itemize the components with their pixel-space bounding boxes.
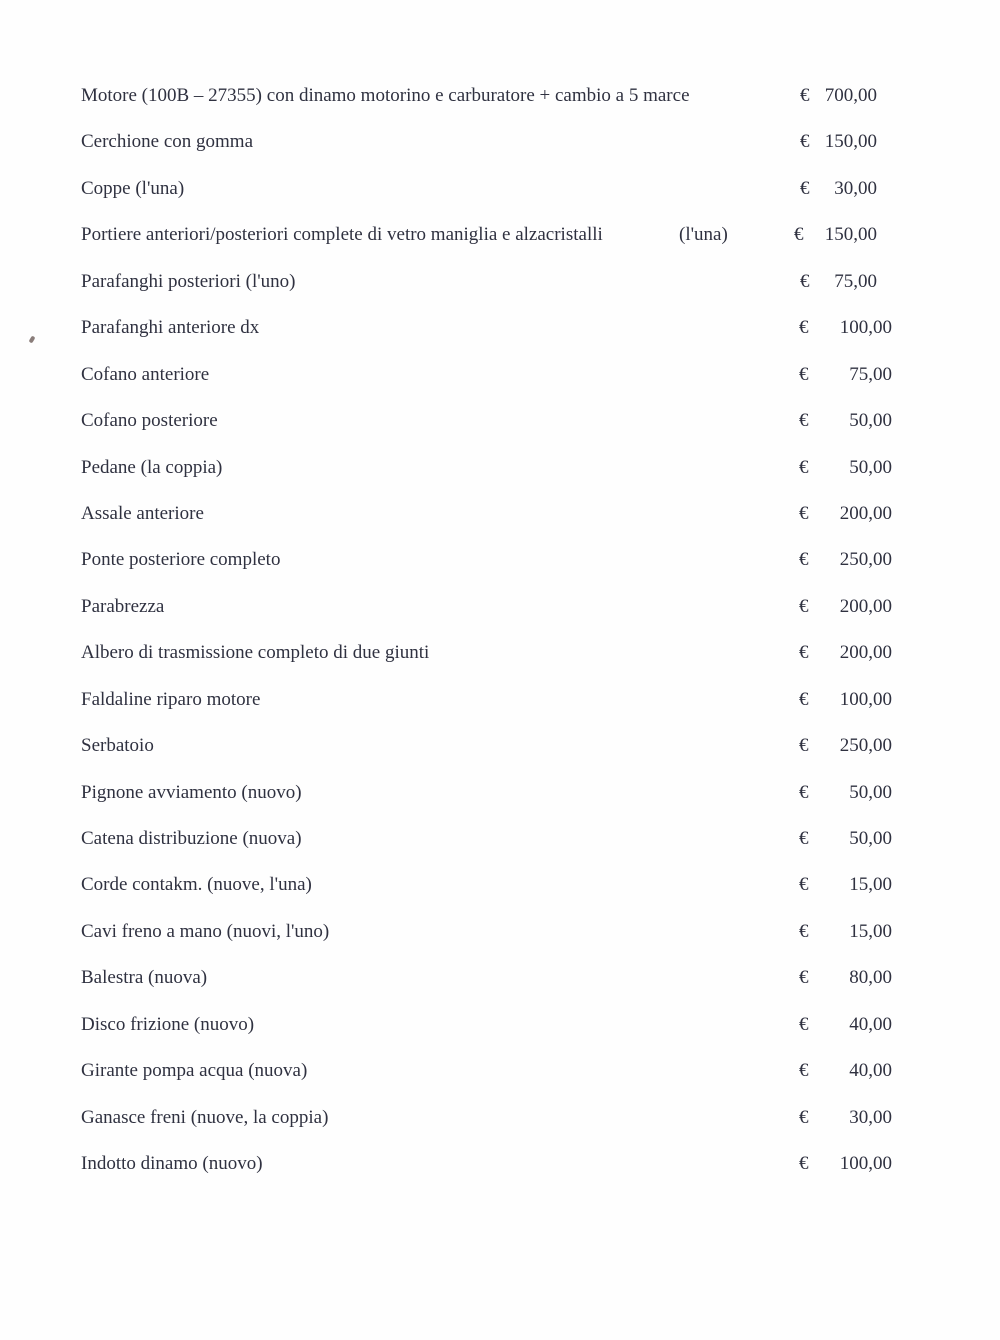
item-description: Indotto dinamo (nuovo)	[81, 1153, 263, 1175]
item-description: Faldaline riparo motore	[81, 688, 261, 710]
item-description: Coppe (l'una)	[81, 177, 185, 199]
currency-symbol: €	[794, 224, 804, 246]
item-description: Albero di trasmissione completo di due giunti	[81, 642, 430, 664]
currency-symbol: €	[799, 317, 809, 339]
item-description: Disco frizione (nuovo)	[81, 1013, 255, 1035]
currency-symbol: €	[799, 642, 809, 664]
item-description: Cofano posteriore	[81, 410, 218, 432]
item-description: Ponte posteriore completo	[81, 549, 281, 571]
item-description: Corde contakm. (nuove, l'una)	[81, 874, 312, 896]
currency-symbol: €	[800, 177, 810, 199]
item-price: 30,00	[834, 177, 877, 199]
currency-symbol: €	[799, 1106, 809, 1128]
item-description: Catena distribuzione (nuova)	[81, 828, 302, 849]
currency-symbol: €	[800, 270, 810, 292]
currency-symbol: €	[799, 410, 809, 432]
item-description: Assale anteriore	[81, 502, 204, 524]
currency-symbol: €	[800, 131, 810, 153]
item-note: (l'una)	[679, 224, 728, 246]
item-description: Parafanghi posteriori (l'uno)	[81, 270, 296, 292]
item-price: 40,00	[849, 1013, 892, 1035]
price-row	[0, 914, 1000, 960]
price-row	[0, 171, 1000, 217]
item-price: 100,00	[839, 688, 892, 710]
item-price: 200,00	[839, 502, 892, 524]
item-price: 150,00	[824, 224, 877, 246]
currency-symbol: €	[799, 688, 809, 710]
currency-symbol: €	[799, 502, 809, 524]
item-price: 200,00	[839, 642, 892, 664]
item-price: 700,00	[824, 85, 877, 106]
price-row	[0, 1100, 1000, 1146]
item-description: Balestra (nuova)	[81, 967, 208, 989]
item-price: 200,00	[839, 595, 892, 617]
currency-symbol: €	[799, 456, 809, 478]
item-price: 50,00	[849, 456, 892, 478]
item-price: 50,00	[849, 828, 892, 849]
item-description: Parafanghi anteriore dx	[81, 317, 260, 339]
item-price: 75,00	[849, 363, 892, 385]
item-price: 75,00	[834, 270, 877, 292]
item-description: Girante pompa acqua (nuova)	[81, 1060, 308, 1082]
item-price: 100,00	[839, 317, 892, 339]
price-row	[0, 1007, 1000, 1053]
item-description: Pedane (la coppia)	[81, 456, 223, 478]
price-row	[0, 310, 1000, 356]
price-row	[0, 264, 1000, 310]
item-price: 100,00	[839, 1153, 892, 1175]
price-row	[0, 542, 1000, 588]
price-row	[0, 635, 1000, 681]
currency-symbol: €	[799, 549, 809, 571]
item-price: 250,00	[839, 735, 892, 757]
currency-symbol: €	[799, 828, 809, 849]
currency-symbol: €	[799, 1013, 809, 1035]
item-price: 15,00	[849, 874, 892, 896]
price-row	[0, 78, 1000, 124]
item-price: 250,00	[839, 549, 892, 571]
item-description: Cerchione con gomma	[81, 131, 254, 153]
price-row	[0, 403, 1000, 449]
item-price: 50,00	[849, 410, 892, 432]
item-price: 40,00	[849, 1060, 892, 1082]
price-row	[0, 821, 1000, 867]
item-price: 30,00	[849, 1106, 892, 1128]
item-description: Cavi freno a mano (nuovi, l'uno)	[81, 920, 330, 942]
currency-symbol: €	[799, 1060, 809, 1082]
currency-symbol: €	[800, 85, 810, 106]
price-row	[0, 496, 1000, 542]
item-description: Ganasce freni (nuove, la coppia)	[81, 1106, 329, 1128]
price-row	[0, 124, 1000, 170]
currency-symbol: €	[799, 595, 809, 617]
currency-symbol: €	[799, 920, 809, 942]
price-row	[0, 450, 1000, 496]
price-row	[0, 867, 1000, 913]
item-price: 80,00	[849, 967, 892, 989]
currency-symbol: €	[799, 363, 809, 385]
price-row	[0, 217, 1000, 263]
price-row	[0, 960, 1000, 1006]
currency-symbol: €	[799, 781, 809, 803]
price-list	[0, 78, 1000, 1193]
price-row	[0, 775, 1000, 821]
currency-symbol: €	[799, 1153, 809, 1175]
price-row	[0, 728, 1000, 774]
price-row	[0, 1146, 1000, 1192]
currency-symbol: €	[799, 967, 809, 989]
item-description: Portiere anteriori/posteriori complete di vetro maniglia e alzacristalli	[81, 224, 603, 246]
item-price: 50,00	[849, 781, 892, 803]
item-description: Pignone avviamento (nuovo)	[81, 781, 302, 803]
item-price: 150,00	[824, 131, 877, 153]
currency-symbol: €	[799, 874, 809, 896]
price-row	[0, 682, 1000, 728]
item-description: Motore (100B – 27355) con dinamo motorino e carburatore + cambio a 5 marce	[81, 85, 690, 106]
price-row	[0, 357, 1000, 403]
item-description: Parabrezza	[81, 595, 165, 617]
item-description: Serbatoio	[81, 735, 154, 757]
item-price: 15,00	[849, 920, 892, 942]
price-row	[0, 1053, 1000, 1099]
currency-symbol: €	[799, 735, 809, 757]
item-description: Cofano anteriore	[81, 363, 210, 385]
price-row	[0, 589, 1000, 635]
